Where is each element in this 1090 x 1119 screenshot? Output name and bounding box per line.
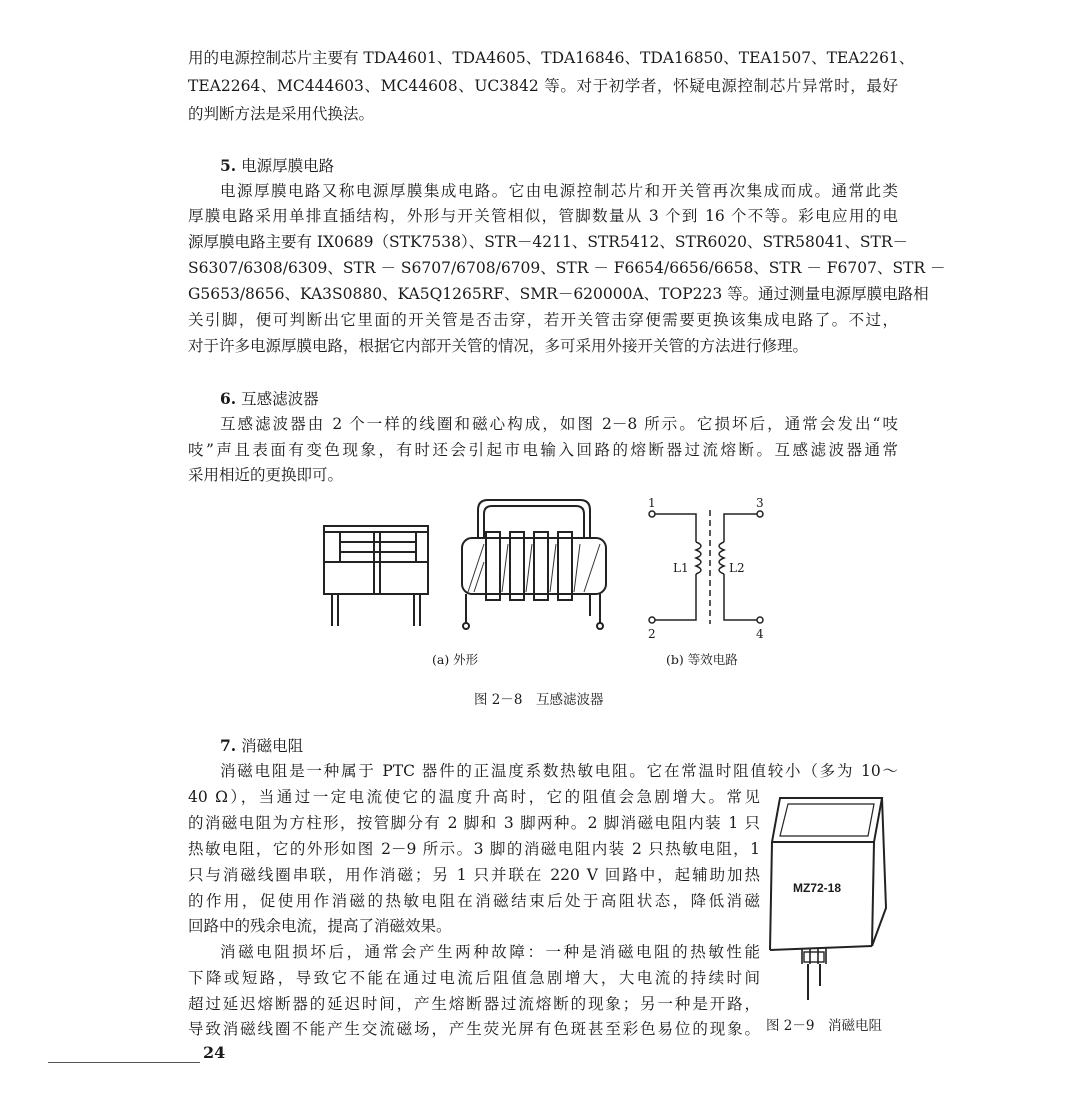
- section-7-line-3: 的消磁电阻为方柱形，按管脚分有 2 脚和 3 脚两种。2 脚消磁电阻内装 1 只: [188, 814, 760, 832]
- pin-2-label: 2: [648, 627, 656, 641]
- section-6-line-2: 吱”声且表面有变色现象，有时还会引起市电输入回路的熔断器过流熔断。互感滤波器通常: [188, 441, 898, 459]
- intro-line-3: 的判断方法是采用代换法。: [188, 105, 375, 123]
- footer-divider: [48, 1062, 200, 1063]
- section-7-line-10: 超过延迟熔断器的延迟时间，产生熔断器过流熔断的现象；另一种是开路，: [188, 995, 760, 1013]
- section-7-line-8: 消磁电阻损坏后，通常会产生两种故障：一种是消磁电阻的热敏性能: [220, 943, 760, 961]
- section-7-line-2: 40 Ω），当通过一定电流使它的温度升高时，它的阻值会急剧增大。常见: [188, 788, 760, 806]
- section-6-line-1: 互感滤波器由 2 个一样的线圈和磁心构成，如图 2－8 所示。它损坏后，通常会发出“吱: [220, 415, 898, 433]
- section-7-number: 7.: [220, 736, 237, 755]
- section-6-heading: [220, 387, 319, 411]
- coil-l1: [696, 542, 701, 574]
- section-5-line-4: S6307/6308/6309、STR － S6707/6708/6709、STR － F6654/6656/6658、STR － F6707、STR －: [188, 259, 946, 277]
- pin-4-label: 4: [756, 627, 764, 641]
- filter-front-view: [462, 500, 606, 629]
- section-7-line-6: 的作用，促使用作消磁的热敏电阻在消磁结束后处于高阻状态，降低消磁: [188, 892, 760, 910]
- figure-2-9-caption: 图 2－9 消磁电阻: [766, 1018, 882, 1034]
- pin-3-label: 3: [756, 496, 764, 510]
- section-5-line-2: 厚膜电路采用单排直插结构，外形与开关管相似，管脚数量从 3 个到 16 个不等。彩电应用的电: [188, 207, 898, 225]
- pin-4-terminal: [757, 617, 763, 623]
- figure-2-8-b-label: (b) 等效电路: [666, 652, 738, 667]
- section-7-heading: [220, 734, 303, 758]
- coil-l2-label: L2: [729, 561, 745, 575]
- section-7-line-7: 回路中的残余电流，提高了消磁效果。: [188, 917, 452, 935]
- intro-line-2: TEA2264、MC444603、MC44608、UC3842 等。对于初学者，怀疑电源控制芯片异常时，最好: [188, 77, 898, 95]
- pin-2-terminal: [649, 617, 655, 623]
- section-7-line-4: 热敏电阻，它的外形如图 2－9 所示。3 脚的消磁电阻内装 2 只热敏电阻，1: [188, 840, 760, 858]
- section-5-line-3: 源厚膜电路主要有 IX0689（STK7538）、STR－4211、STR5412、STR6020、STR58041、STR－: [188, 233, 909, 251]
- section-7-title: 消磁电阻: [241, 737, 304, 755]
- section-5-number: 5.: [220, 156, 237, 175]
- figure-2-8-a-drawing: [318, 492, 618, 638]
- section-6-number: 6.: [220, 389, 237, 408]
- figure-2-8-b-circuit: [640, 492, 780, 642]
- intro-line-1: 用的电源控制芯片主要有 TDA4601、TDA4605、TDA16846、TDA16850、TEA1507、TEA2261、: [188, 49, 915, 67]
- page-number: 24: [203, 1043, 226, 1062]
- section-5-heading: [220, 154, 334, 178]
- coil-l2: [719, 542, 724, 574]
- section-5-line-5: G5653/8656、KA3S0880、KA5Q1265RF、SMR－620000A、TOP223 等。通过测量电源厚膜电路相: [188, 285, 929, 303]
- section-5-title: 电源厚膜电路: [241, 157, 335, 175]
- section-5-line-6: 关引脚，便可判断出它里面的开关管是否击穿，若开关管击穿便需要更换该集成电路了。不过，: [188, 311, 898, 329]
- filter-side-view: [324, 526, 428, 626]
- pin-1-label: 1: [648, 496, 656, 510]
- section-7-line-5: 只与消磁线圈串联，用作消磁；另 1 只并联在 220 V 回路中，起辅助加热: [188, 866, 760, 884]
- section-5-line-7: 对于许多电源厚膜电路，根据它内部开关管的情况，多可采用外接开关管的方法进行修理。: [188, 337, 809, 355]
- coil-l1-label: L1: [673, 561, 689, 575]
- figure-2-8-a-label: (a) 外形: [432, 652, 479, 667]
- resistor-model-label: MZ72-18: [793, 881, 842, 895]
- section-7-line-9: 下降或短路，导致它不能在通过电流后阻值急剧增大，大电流的持续时间: [188, 969, 760, 987]
- section-7-line-1: 消磁电阻是一种属于 PTC 器件的正温度系数热敏电阻。它在常温时阻值较小（多为 10～: [220, 762, 898, 780]
- figure-2-9-drawing: [764, 790, 896, 1010]
- section-6-line-3: 采用相近的更换即可。: [188, 466, 344, 484]
- section-5-line-1: 电源厚膜电路又称电源厚膜集成电路。它由电源控制芯片和开关管再次集成而成。通常此类: [220, 182, 898, 200]
- figure-2-8-caption: 图 2－8 互感滤波器: [474, 692, 604, 708]
- section-6-title: 互感滤波器: [241, 390, 319, 408]
- section-7-line-11: 导致消磁线圈不能产生交流磁场，产生荧光屏有色斑甚至彩色易位的现象。: [188, 1020, 760, 1038]
